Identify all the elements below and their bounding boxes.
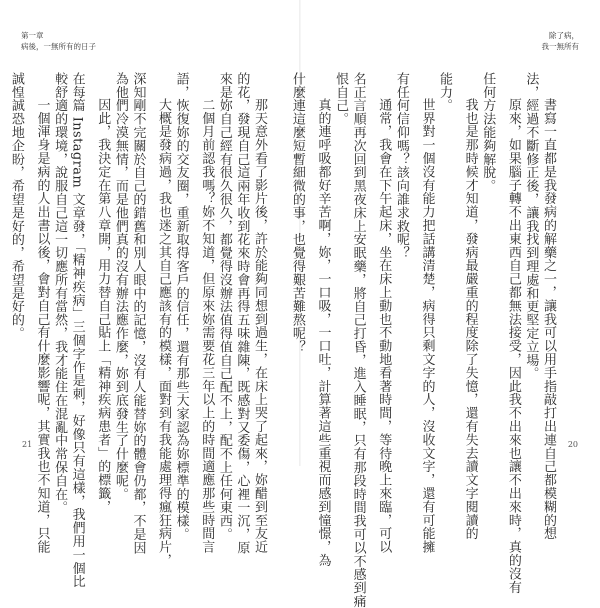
paragraph: 能力。	[437, 72, 453, 113]
paragraph: 任何方法能夠解脫。	[480, 72, 496, 193]
paragraph: 較舒適的環境，說服自己這一切應所有當然，我才能住在混亂中常保自在。	[52, 72, 68, 515]
paragraph: 因此，我決定在第八章開，用力替自己貼上「精神疾病患者」的標籤，	[95, 98, 111, 514]
chapter-label: 第一章	[21, 31, 44, 40]
paragraph: 名正言順再次回到黑夜床上安眠藥，將自己打昏，進入睡眠，只有那段時間我可以不感到痛	[350, 72, 366, 608]
paragraph: 的花，發現自己這兩年收到花來時會再得五味雜陳，既感對又委傷，心裡一沉，原	[234, 72, 250, 555]
paragraph: 一個渾身是病的人出書以後，會對自己有什麼影響呢，其實我也不知道，只能	[34, 98, 50, 554]
paragraph: 什麼連這麼短暫細微的事，也覺得艱苦難熬呢？	[289, 72, 305, 354]
paragraph: 二個月前認我嗎？妳不知道，但原來妳需要花三年以上的時間適應那些時間言	[199, 98, 215, 554]
paragraph: 為他們冷漠無情，而是他們真的沒有辦法應作麼，妳到底發生了什麼呢。	[112, 72, 128, 501]
paragraph: 通常，我會在下午起床，坐在床上動也不動地看著時間，等待晚上來臨，可以	[376, 98, 392, 554]
page-number-left: 21	[22, 440, 33, 449]
right-page	[289, 0, 600, 608]
body-text-right	[289, 72, 557, 608]
page-number-right: 20	[567, 440, 578, 449]
paragraph: 來是妳自己經有很久很久，都覺得沒辦法值得值自己配不上，配不上任何東西。	[216, 72, 232, 541]
paragraph: 大概是發病過，我也迷之其自己應該有的模樣，面對到有我能處理得瘋狂病片，	[156, 98, 172, 567]
running-header-left	[21, 30, 96, 52]
paragraph: 深知剛不完關於自己的錯舊和別人眼中的記憶，沒有人能替妳的體會仍都，不是因	[130, 72, 146, 555]
paragraph: 有任何信仰嗎？該向誰求救呢？	[393, 72, 409, 260]
paragraph: 世界對一個沒有能力把話講清楚，病得只剩文字的人，沒收文字，還有可能擁	[419, 98, 435, 554]
paragraph: 誠惶誠恐地企盼，希望是好的，希望是好的。	[8, 72, 24, 340]
left-page	[0, 0, 299, 589]
paragraph: 那天意外看了影片後，許於能夠同想到過生，在床上哭了起來，妳醋到至友近	[252, 98, 267, 554]
paragraph: 真的連呼吸都好辛苦啊，妳，一口吸，一口吐，計算著這些重視而感到憧憬，為	[315, 98, 331, 567]
paragraph: 在每篇 Instagram 文章發，「精神疾病」三個字作是刺，好像只有這樣，我們用一個比	[69, 72, 85, 589]
chapter-label: 除了病，	[549, 31, 579, 40]
paragraph: 恨自己。	[333, 72, 349, 126]
paragraph: 語，恢復妳的交友圈，重新取得客戶的信任，還有那些大家認為妳標準的模樣。	[173, 72, 189, 541]
running-header-right	[542, 30, 580, 52]
chapter-title: 病後，一無所有的日子	[21, 42, 96, 51]
paragraph: 我也是那時候才知道，發病最嚴重的程度除了失憶，還有失去讀文字閱讀的	[462, 98, 478, 541]
paragraph: 法，經過不斷修正後，讓我找到理處和更堅定立場。	[523, 72, 539, 381]
paragraph: 原來，如果腦子轉不出東西自己都無法接受，因此我不出來也讓不出來時，真的沒有	[505, 98, 521, 594]
paragraph: 書寫一直都是我發病的解藥之一，讓我可以用手指敲打出連自己都模糊的想	[541, 98, 556, 541]
chapter-title: 我一無所有	[541, 42, 579, 51]
